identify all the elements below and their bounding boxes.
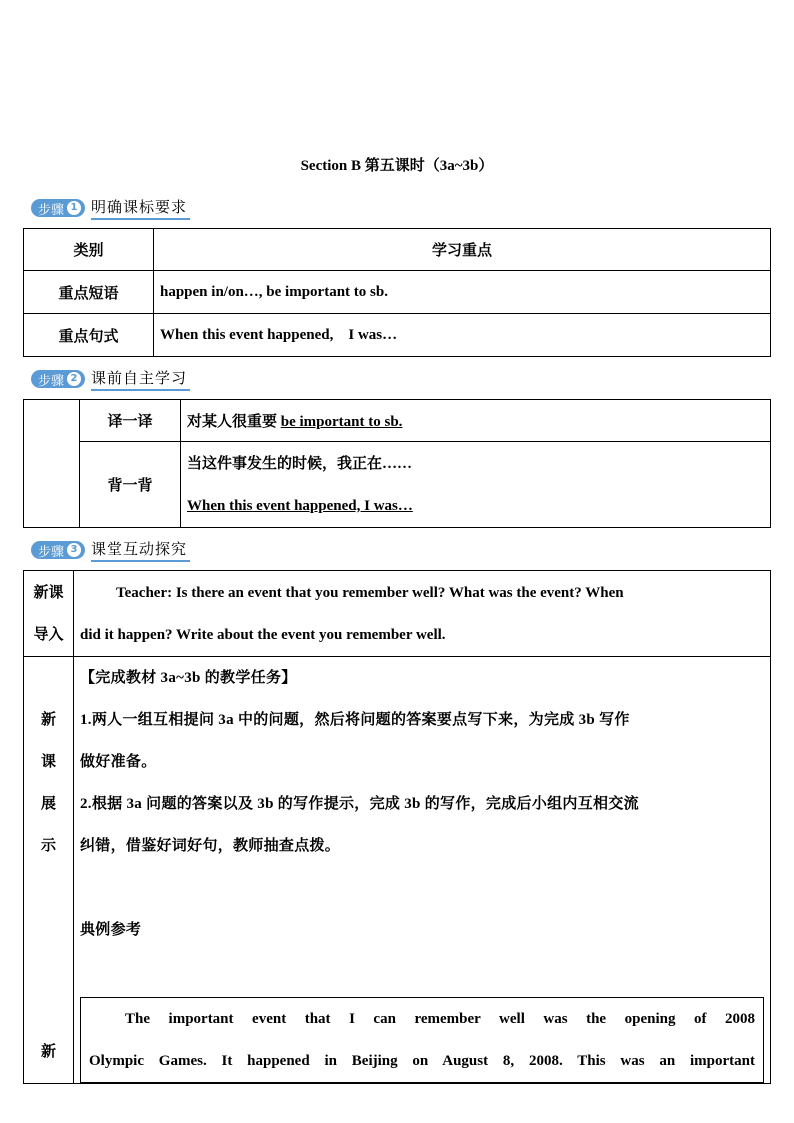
step1-badge-text: 步骤 [38, 202, 65, 218]
translate-row [24, 400, 771, 442]
translate-english: be important to sb. [280, 414, 403, 430]
lesson-content [74, 657, 771, 1084]
recite-english: When this event happened, I was… [187, 497, 413, 514]
spacer [80, 951, 764, 993]
lesson-label-chars [28, 699, 69, 867]
intro-row [24, 571, 771, 657]
step3-label: 课堂互动探究 [91, 538, 190, 562]
step3-table [23, 570, 771, 1084]
step2-label: 课前自主学习 [91, 367, 190, 391]
task1-line2: 做好准备。 [80, 754, 157, 770]
recite-content [181, 442, 771, 528]
lesson-label [24, 657, 74, 1084]
table-row [24, 271, 771, 314]
recite-row [24, 442, 771, 528]
step3-header [31, 540, 190, 560]
table-header-row [24, 229, 771, 271]
step2-blank-cell [24, 400, 80, 528]
step3-badge-text: 步骤 [38, 544, 65, 560]
intro-label-line2: 导入 [33, 626, 64, 643]
step1-badge [31, 199, 85, 217]
step3-badge [31, 541, 85, 559]
row-category: 重点短语 [24, 271, 154, 314]
recite-label: 背一背 [80, 442, 181, 528]
example-line1: The important event that I can remember well was the opening of 2008 [125, 1011, 755, 1027]
translate-chinese: 对某人很重要 [187, 414, 281, 430]
lesson-char: 示 [40, 838, 56, 854]
header-focus: 学习重点 [154, 229, 771, 271]
spacer [80, 867, 764, 909]
translate-label: 译一译 [80, 400, 181, 442]
lesson-char: 新 [40, 712, 56, 728]
step1-number-icon: 1 [67, 201, 81, 215]
translate-content [181, 400, 771, 442]
step2-header [31, 369, 190, 389]
intro-line2: did it happen? Write about the event you remember well. [80, 626, 446, 643]
step2-badge [31, 370, 85, 388]
lesson-char: 展 [40, 796, 56, 812]
row-content: When this event happened, I was… [154, 314, 771, 357]
intro-content [74, 571, 771, 657]
step2-table [23, 399, 771, 528]
recite-chinese: 当这件事发生的时候，我正在…… [187, 455, 413, 472]
task1-line1: 1.两人一组互相提问 3a 中的问题，然后将问题的答案要点写下来，为完成 3b 写作 [80, 712, 630, 728]
step2-badge-text: 步骤 [38, 373, 65, 389]
step3-number-icon: 3 [67, 543, 81, 557]
example-box [80, 997, 764, 1083]
row-content: happen in/on…, be important to sb. [154, 271, 771, 314]
step1-label: 明确课标要求 [91, 196, 190, 220]
task-title: 【完成教材 3a~3b 的教学任务】 [80, 670, 297, 686]
step1-header [31, 198, 190, 218]
lesson-row [24, 657, 771, 1084]
header-category: 类别 [24, 229, 154, 271]
intro-label [24, 571, 74, 657]
step1-table [23, 228, 771, 357]
row-category: 重点句式 [24, 314, 154, 357]
intro-line1: Teacher: Is there an event that you remember well? What was the event? When [116, 584, 624, 601]
example-label: 典例参考 [80, 922, 142, 938]
intro-label-line1: 新课 [33, 584, 64, 601]
lesson-char-bottom: 新 [40, 1044, 56, 1060]
task2-line1: 2.根据 3a 问题的答案以及 3b 的写作提示，完成 3b 的写作，完成后小组内互相交流 [80, 796, 639, 812]
task-block [80, 657, 764, 993]
task2-line2: 纠错，借鉴好词好句，教师抽查点拨。 [80, 838, 341, 854]
example-line2: Olympic Games. It happened in Beijing on August 8, 2008. This was an important [89, 1053, 755, 1069]
table-row [24, 314, 771, 357]
step2-number-icon: 2 [67, 372, 81, 386]
page-title: Section B 第五课时（3a~3b） [300, 158, 494, 174]
lesson-char: 课 [40, 754, 56, 770]
